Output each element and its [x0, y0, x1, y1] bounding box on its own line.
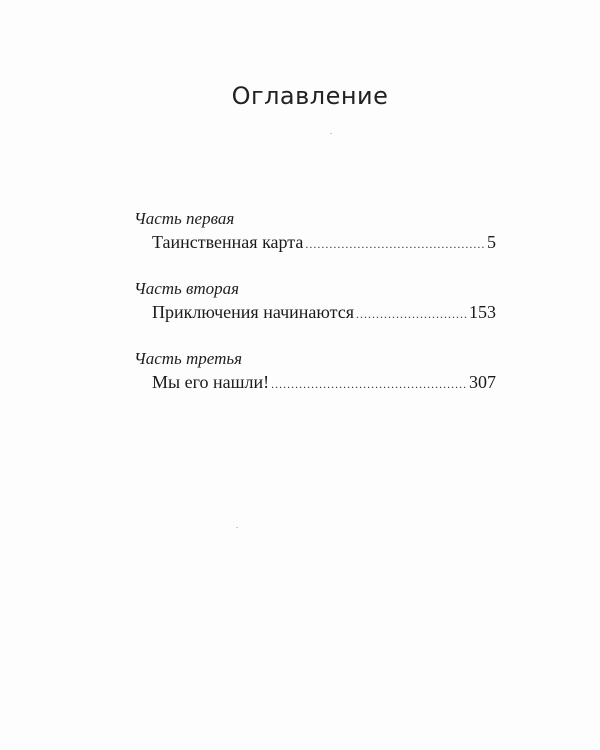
toc-entry[interactable] — [134, 370, 496, 396]
paper-speck — [330, 133, 332, 134]
toc-part-2 — [134, 278, 496, 326]
dot-leader — [271, 372, 467, 396]
page-number: 5 — [487, 232, 496, 252]
toc-part-3 — [134, 348, 496, 396]
part-label: Часть третья — [134, 349, 243, 368]
table-of-contents — [134, 208, 496, 418]
page-number: 307 — [469, 372, 496, 392]
toc-entry[interactable] — [134, 230, 496, 256]
toc-entry[interactable] — [134, 300, 496, 326]
page-number: 153 — [469, 302, 496, 322]
dot-leader — [305, 232, 485, 256]
toc-part-1 — [134, 208, 496, 256]
part-label: Часть первая — [134, 209, 235, 228]
entry-title: Мы его нашли! — [152, 372, 270, 392]
page-title: Оглавление — [231, 82, 389, 110]
entry-title: Приключения начинаются — [152, 302, 354, 322]
paper-speck — [236, 527, 238, 528]
part-label: Часть вторая — [134, 279, 240, 298]
entry-title: Таинственная карта — [152, 232, 304, 252]
dot-leader — [356, 302, 467, 326]
